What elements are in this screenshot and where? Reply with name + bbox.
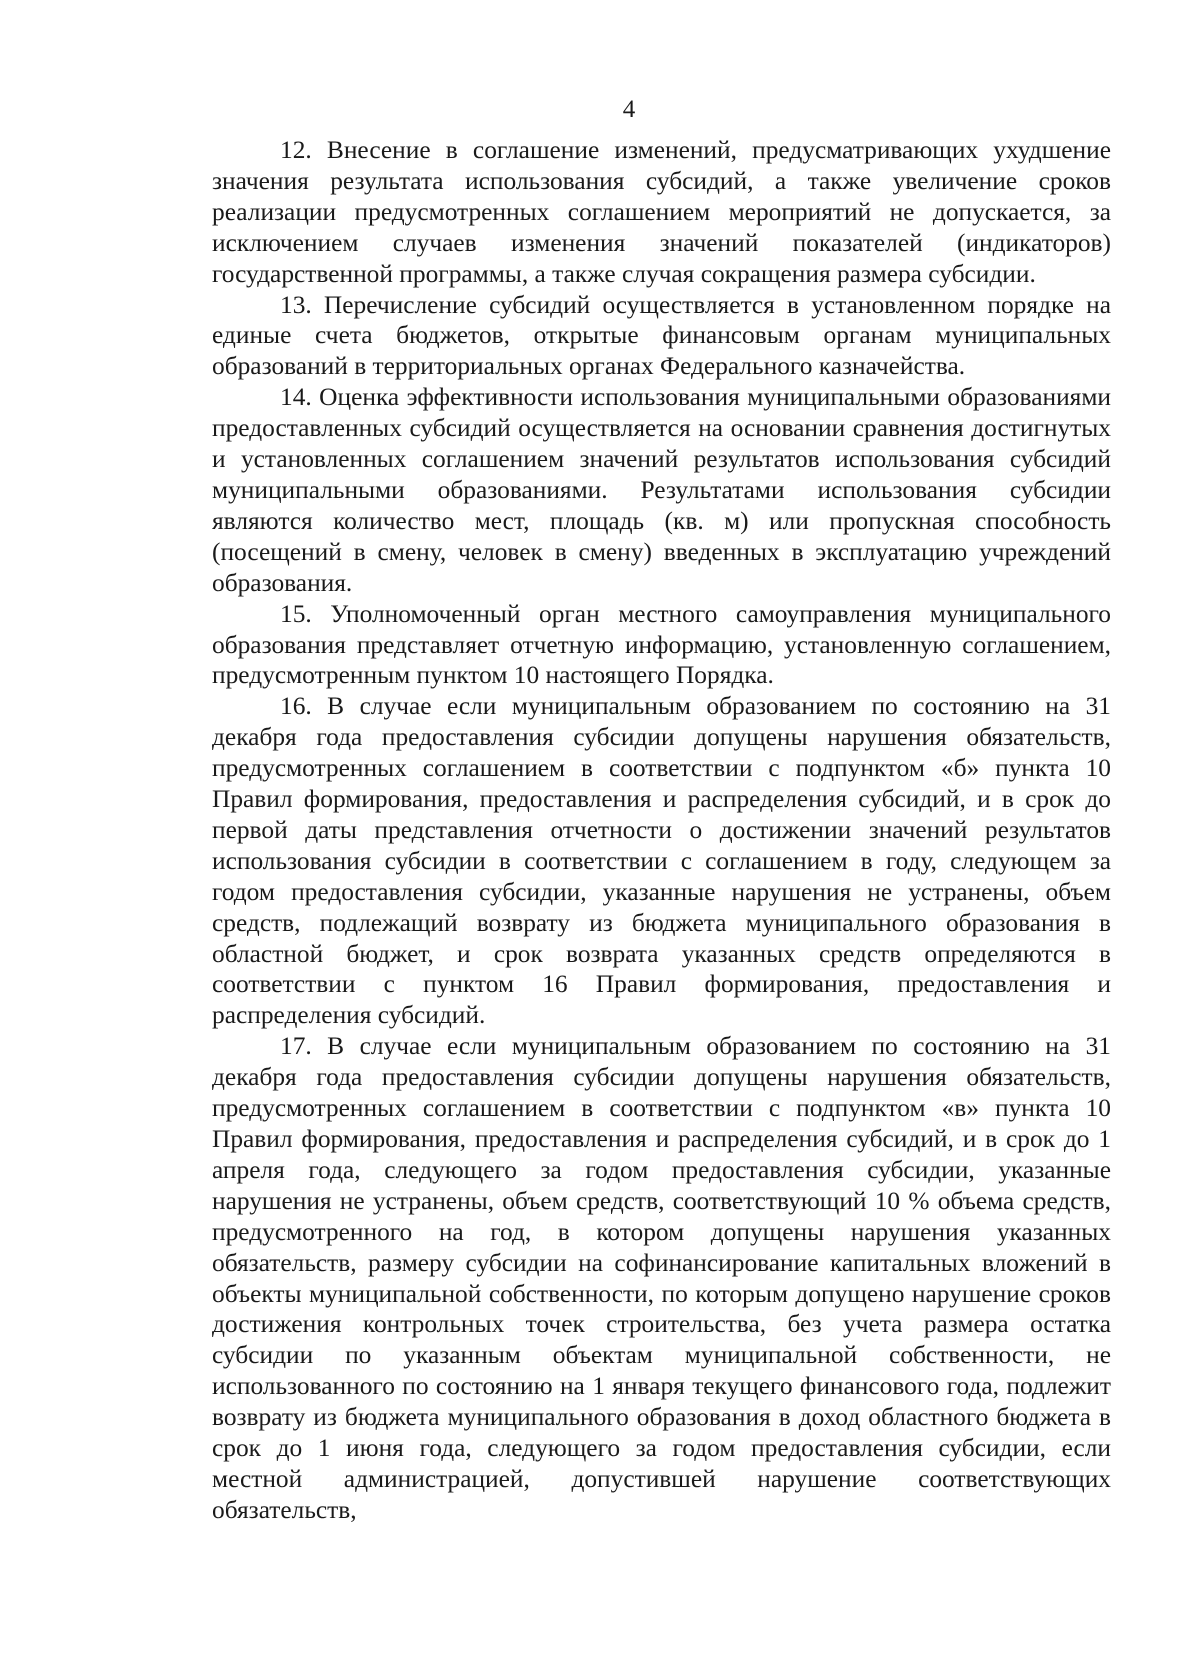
paragraph-15: 15. Уполномоченный орган местного самоуправления муниципального образования представляет отчетную информацию, установленную соглашением, предусмотренным пунктом 10 настоящего Порядка. bbox=[212, 599, 1111, 690]
page-number: 4 bbox=[622, 96, 636, 123]
document-body bbox=[212, 135, 1111, 1526]
paragraph-13: 13. Перечисление субсидий осуществляется в установленном порядке на единые счета бюджетов, открытые финансовым органам муниципальных образований в территориальных органах Федерального казначейства. bbox=[212, 290, 1111, 381]
paragraph-14: 14. Оценка эффективности использования муниципальными образованиями предоставленных субсидий осуществляется на основании сравнения достигнутых и установленных соглашением значений результатов использования субсидий муниципальными образованиями. Результатами использования субсидии являются количество мест, площадь (кв. м) или пропускная способность (посещений в смену, человек в смену) введенных в эксплуатацию учреждений образования. bbox=[212, 383, 1111, 597]
paragraph-12: 12. Внесение в соглашение изменений, предусматривающих ухудшение значения результата использования субсидий, а также увеличение сроков реализации предусмотренных соглашением мероприятий не допускается, за исключением случаев изменения значений показателей (индикаторов) государственной программы, а также случая сокращения размера субсидии. bbox=[212, 136, 1111, 288]
paragraph-17: 17. В случае если муниципальным образованием по состоянию на 31 декабря года предоставления субсидии допущены нарушения обязательств, предусмотренных соглашением в соответствии с подпунктом «в» пункта 10 Правил формирования, предоставления и распределения субсидий, и в срок до 1 апреля года, следующего за годом предоставления субсидии, указанные нарушения не устранены, объем средств, соответствующий 10 % объема средств, предусмотренного на год, в котором допущены нарушения указанных обязательств, размеру субсидии на софинансирование капитальных вложений в объекты муниципальной собственности, по которым допущено нарушение сроков достижения контрольных точек строительства, без учета размера остатка субсидии по указанным объектам муниципальной собственности, не использованного по состоянию на 1 января текущего финансового года, подлежит возврату из бюджета муниципального образования в доход областного бюджета в срок до 1 июня года, следующего за годом предоставления субсидии, если местной администрацией, допустившей нарушение соответствующих обязательств, bbox=[212, 1032, 1111, 1524]
paragraph-16: 16. В случае если муниципальным образованием по состоянию на 31 декабря года предоставления субсидии допущены нарушения обязательств, предусмотренных соглашением в соответствии с подпунктом «б» пункта 10 Правил формирования, предоставления и распределения субсидий, и в срок до первой даты представления отчетности о достижении значений результатов использования субсидии в соответствии с соглашением в году, следующем за годом предоставления субсидии, указанные нарушения не устранены, объем средств, подлежащий возврату из бюджета муниципального образования в областной бюджет, и срок возврата указанных средств определяются в соответствии с пунктом 16 Правил формирования, предоставления и распределения субсидий. bbox=[212, 692, 1111, 1030]
